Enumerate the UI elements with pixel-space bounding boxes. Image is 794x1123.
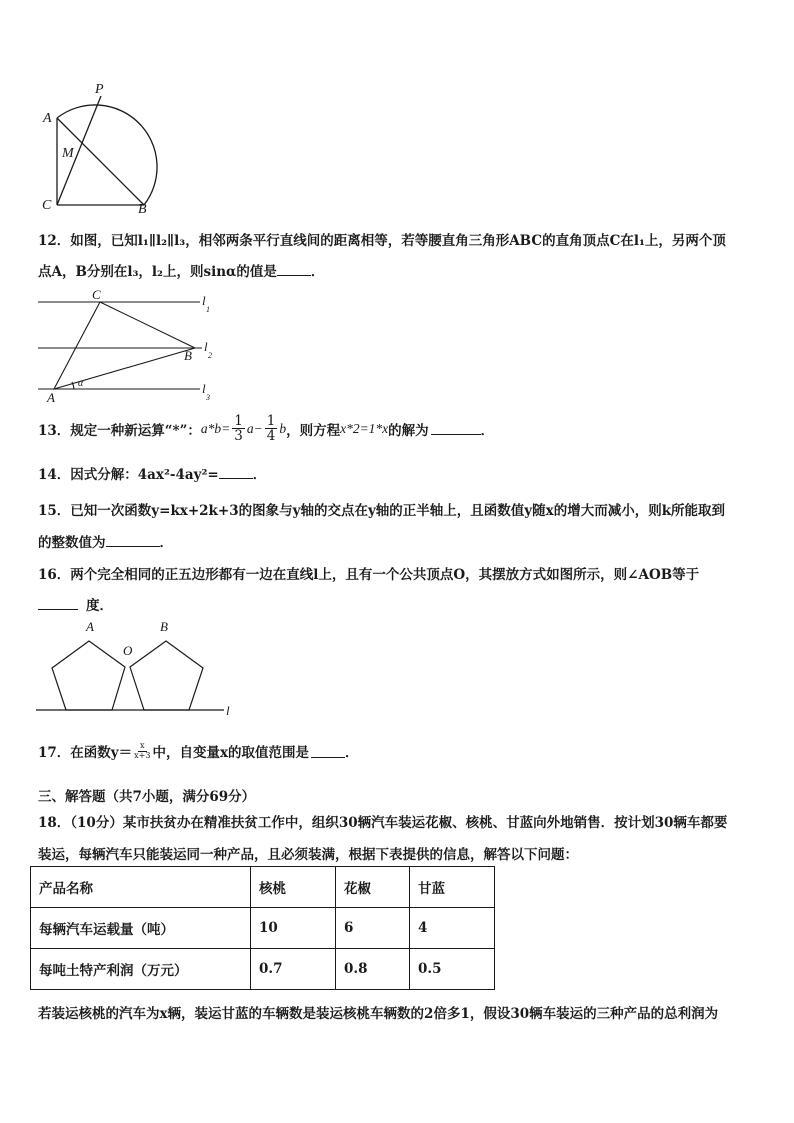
q15-line2 bbox=[38, 531, 173, 551]
q14-line bbox=[38, 463, 266, 483]
section-heading: 三、解答题（共7小题，满分69分） bbox=[38, 789, 256, 805]
q13-line bbox=[38, 414, 494, 443]
q18-line3: 若装运核桃的汽车为x辆，装运甘蓝的车辆数是装运核桃车辆数的2倍多1，假设30辆车装运的三种产品的总利润为 bbox=[38, 1006, 719, 1022]
q16-answer-blank[interactable] bbox=[38, 597, 78, 610]
table-cell: 每辆汽车运载量（吨） bbox=[31, 908, 251, 949]
figure-q11 bbox=[30, 78, 170, 218]
table-cell: 4 bbox=[410, 908, 495, 949]
q13-mid: ，则方程 bbox=[286, 422, 341, 439]
table-cell: 0.8 bbox=[336, 949, 410, 990]
q17-end: ． bbox=[345, 745, 359, 761]
q12-answer-blank[interactable] bbox=[277, 263, 311, 276]
label-c: C bbox=[42, 198, 52, 213]
q12-text: 点A，B分别在l₃，l₂上，则sinα的值是 bbox=[38, 264, 277, 280]
label-l3: l bbox=[202, 381, 206, 396]
triangle-abc bbox=[54, 302, 195, 389]
q17-fraction: $\frac{x}{x+3}$ bbox=[134, 741, 151, 760]
label-a: A bbox=[43, 111, 52, 126]
label-m: M bbox=[62, 146, 74, 161]
table-cell: 0.5 bbox=[410, 949, 495, 990]
label-l3-sub: 3 bbox=[206, 393, 210, 402]
q14-end: ． bbox=[252, 467, 267, 483]
q17-pre: 17．在函数y＝ bbox=[38, 745, 133, 761]
q15-line1: 15．已知一次函数y=kx+2k+3的图象与y轴的交点在y轴的正半轴上，且函数值y随x的增大而减小，则k所能取到 bbox=[38, 503, 726, 519]
q13-expr: a*b= bbox=[200, 420, 231, 436]
label-o: O bbox=[123, 643, 133, 658]
label-l2: l bbox=[204, 339, 208, 354]
q13-post: 的解为 bbox=[388, 422, 429, 439]
q14-answer-blank[interactable] bbox=[219, 466, 253, 479]
q13-fraction-1: $\frac{1}{3}$ bbox=[234, 413, 243, 445]
table-header-row bbox=[31, 867, 495, 908]
table-header-cell: 核桃 bbox=[251, 867, 336, 908]
label-l1-sub: 1 bbox=[206, 305, 210, 314]
q18-line1: 18．（10分）某市扶贫办在精准扶贫工作中，组织30辆汽车装运花椒、核桃、甘蓝向外地销售．按计划30辆车都要 bbox=[38, 815, 728, 831]
label-a: A bbox=[86, 619, 94, 634]
table-header-cell: 产品名称 bbox=[31, 867, 251, 908]
table-header-cell: 甘蓝 bbox=[410, 867, 495, 908]
figure-q16 bbox=[30, 616, 240, 718]
table-row bbox=[31, 908, 495, 949]
q16-line2 bbox=[38, 594, 113, 614]
table-header-cell: 花椒 bbox=[336, 867, 410, 908]
label-b: B bbox=[184, 348, 192, 363]
q17-answer-blank[interactable] bbox=[311, 745, 345, 758]
pentagon-right bbox=[130, 641, 203, 710]
q15-end: ． bbox=[159, 535, 173, 551]
q12-line2 bbox=[38, 260, 324, 280]
q13-answer-blank[interactable] bbox=[431, 422, 481, 435]
q13-b: b bbox=[279, 420, 287, 436]
q14-text: 14．因式分解：4ax²-4ay²= bbox=[38, 467, 219, 483]
label-b: B bbox=[138, 202, 147, 217]
q15-answer-blank[interactable] bbox=[106, 534, 160, 547]
label-p: P bbox=[95, 82, 104, 97]
q16-text: 度． bbox=[86, 598, 113, 614]
figure-q12 bbox=[30, 286, 230, 404]
segment-ab bbox=[57, 118, 144, 205]
q13-fraction-2: $\frac{1}{4}$ bbox=[266, 413, 276, 445]
q13-a: a− bbox=[246, 420, 263, 436]
table-cell: 每吨土特产利润（万元） bbox=[31, 949, 251, 990]
pentagon-left bbox=[52, 641, 125, 710]
q13-end: ． bbox=[480, 422, 495, 439]
label-c: C bbox=[92, 287, 101, 302]
q15-text: 的整数值为 bbox=[38, 535, 106, 551]
label-l1: l bbox=[202, 293, 206, 308]
q17-post: 中，自变量x的取值范围是 bbox=[152, 745, 310, 761]
label-a: A bbox=[47, 390, 55, 404]
label-alpha: α bbox=[78, 378, 84, 389]
table-cell: 10 bbox=[251, 908, 336, 949]
table-cell: 6 bbox=[336, 908, 410, 949]
q13-pre: 13．规定一种新运算“*”： bbox=[38, 422, 201, 439]
q12-line1: 12．如图，已知l₁∥l₂∥l₃，相邻两条平行直线间的距离相等，若等腰直角三角形ABC的直角顶点C在l₁上，另两个顶 bbox=[38, 233, 726, 249]
q17-line bbox=[38, 741, 359, 761]
label-l: l bbox=[226, 703, 230, 718]
product-table bbox=[30, 866, 495, 990]
q12-end: ． bbox=[310, 264, 325, 280]
label-b: B bbox=[160, 619, 168, 634]
q18-line2: 装运，每辆汽车只能装运同一种产品，且必须装满，根据下表提供的信息，解答以下问题： bbox=[38, 847, 578, 863]
table-cell: 0.7 bbox=[251, 949, 336, 990]
label-l2-sub: 2 bbox=[208, 351, 212, 360]
q16-line1: 16．两个完全相同的正五边形都有一边在直线l上，且有一个公共顶点O，其摆放方式如图所示，则∠AOB等于 bbox=[38, 567, 700, 583]
table-row bbox=[31, 949, 495, 990]
q13-equation: x*2=1*x bbox=[340, 420, 389, 436]
